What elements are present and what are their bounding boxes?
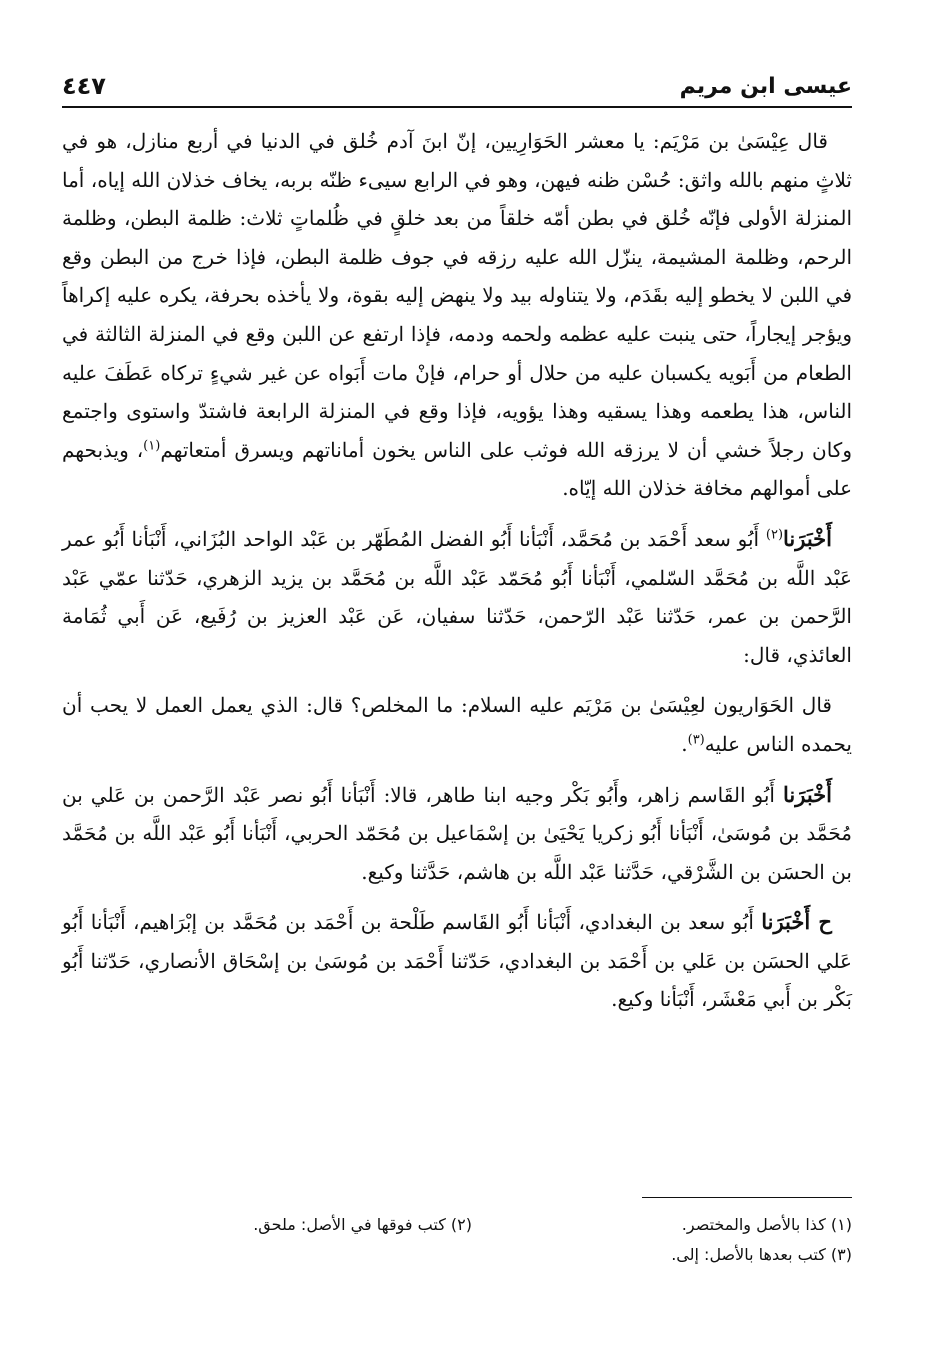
footnote-text: كتب بعدها بالأصل: إلى. xyxy=(671,1245,826,1264)
isnad-lead: ح أَخْبَرَنا xyxy=(761,909,832,935)
header-title: عيسى ابن مريم xyxy=(679,74,852,99)
paragraph-text: قال عِيْسَىٰ بن مَرْيَم: يا معشر الحَوَارِيين، إنّ ابنَ آدم خُلق في الدنيا في أربع منازل، هو في ثلاثٍ منهم بالله واثق: حُسْن ظنه فيهن، وهو في الرابع سيىء ظنّه بربه، يخاف خذلان الله إياه، أما المنزلة الأولى فإنّه خُلق في بطن أمّه خلقاً من بعد خلقٍ في ظُلماتٍ ثلاث: ظلمة البطن، وظلمة الرحم، وظلمة المشيمة، ينزّل الله عليه رزقه في جوف ظلمة البطن، فإذا خرج من البطن وقع في اللبن لا يخطو إليه بقَدَم، ولا يتناوله بيد ولا ينهض إليه بقوة، ولا يأخذه بحرفة، يكره عليه إكراهاً ويؤجر إيجاراً، حتى ينبت عليه عظمه ولحمه ودمه، فإذا ارتفع عن اللبن وقع في المنزلة الثالثة في الطعام من أَبَويه يكسبان عليه من حلال أو حرام، فإنْ مات أَبَواه عن غير شيءٍ تركاه عَطَفَ عليه الناس، هذا يطعمه وهذا يسقيه وهذا يؤويه، فإذا وقع في المنزلة الرابعة فاشتدّ واستوى واجتمع وكان رجلاً خشي أن لا يرزقه الله فوثب على الناس يخون أماناتهم ويسرق أمتعاتهم xyxy=(62,129,852,462)
paragraph-2 xyxy=(62,520,852,674)
paragraph-4 xyxy=(62,776,852,892)
paragraph-5 xyxy=(62,903,852,1019)
paragraph-text: قال الحَوَاريون لعِيْسَىٰ بن مَرْيَم عليه السلام: ما المخلص؟ قال: الذي يعمل العمل لا يحب أن يحمده الناس عليه xyxy=(62,693,852,756)
paragraph-text: أَبُو القَاسم زاهر، وأَبُو بَكْر وجيه ابنا طاهر، قالا: أَنْبَأنا أَبُو نصر عَبْد الرَّحمن بن عَلي بن مُحَمَّد بن مُوسَىٰ، أَنْبَأنا أَبُو زكريا يَحْيَىٰ بن إسْمَاعيل بن مُحَمّد الحربي، أَنْبَأنا أَبُو عَبْد اللَّه بن مُحَمَّد بن الحسَن بن الشَّرْقي، حَدَّثنا عَبْد اللَّه بن هاشم، حَدَّثنا وكيع. xyxy=(62,782,852,884)
paragraph-tail: ، ويذبحهم على أموالهم مخافة خذلان الله إيّاه. xyxy=(62,437,852,501)
footnotes xyxy=(62,1210,852,1270)
paragraph-3 xyxy=(62,686,852,763)
footnote-ref-1[interactable]: (١) xyxy=(143,438,161,454)
footnote-row-1 xyxy=(62,1210,852,1240)
footnote-number: (٣) xyxy=(830,1245,852,1264)
paragraph-tail: . xyxy=(681,731,688,756)
footnote-ref-3[interactable]: (٣) xyxy=(687,732,705,748)
isnad-lead: أَخْبَرَنا xyxy=(783,781,832,807)
running-header xyxy=(62,60,852,108)
footnote-number: (١) xyxy=(830,1215,852,1234)
footnote-text: كتب فوقها في الأصل: ملحق. xyxy=(253,1215,446,1234)
paragraph-text: أَبُو سعد بن البغدادي، أَنْبَأنا أَبُو القَاسم طَلْحة بن أَحْمَد بن مُحَمَّد بن إبْرَاهيم، أَنْبَأنا أَبُو عَلي الحسَن بن عَلي بن أَحْمَد بن البغدادي، حَدّثنا أَحْمَد بن مُوسَىٰ بن إسْحَاق الأنصاري، حَدّثنا أَبُو بَكْر بن أَبي مَعْشَر، أَنْبَأنا وكيع. xyxy=(62,910,852,1012)
isnad-lead: أَخْبَرَنا xyxy=(783,525,832,551)
book-page xyxy=(62,60,852,1320)
footnote-row-2 xyxy=(62,1240,852,1270)
footnote-divider xyxy=(642,1197,852,1198)
footnote-text: كذا بالأصل والمختصر. xyxy=(681,1215,826,1234)
footnote-ref-2[interactable]: (٢) xyxy=(765,527,784,543)
paragraph-text: أَبُو سعد أَحْمَد بن مُحَمَّد، أَنْبَأنا أَبُو الفضل المُطَهّر بن عَبْد الواحد البُزَاني، أَنْبَأنا أَبُو عمر عَبْد اللَّه بن مُحَمَّد السّلمي، أَنْبَأنا أَبُو مُحَمّد عَبْد اللَّه بن مُحَمَّد بن يزيد الزهري، حَدّثنا عمّي عَبْد الرَّحمن بن عمر، حَدّثنا عَبْد الرّحمن، حَدّثنا سفيان، عَن عَبْد العزيز بن رُفَيع، عَن أَبي ثُمَامة العائذي، قال: xyxy=(62,526,852,667)
page-number: ٤٤٧ xyxy=(62,72,106,100)
footnote-1 xyxy=(602,1210,852,1240)
footnote-2 xyxy=(222,1210,472,1240)
paragraph-1 xyxy=(62,122,852,508)
body-text xyxy=(62,122,852,1019)
footnote-number: (٢) xyxy=(450,1215,472,1234)
footnote-3 xyxy=(602,1240,852,1270)
